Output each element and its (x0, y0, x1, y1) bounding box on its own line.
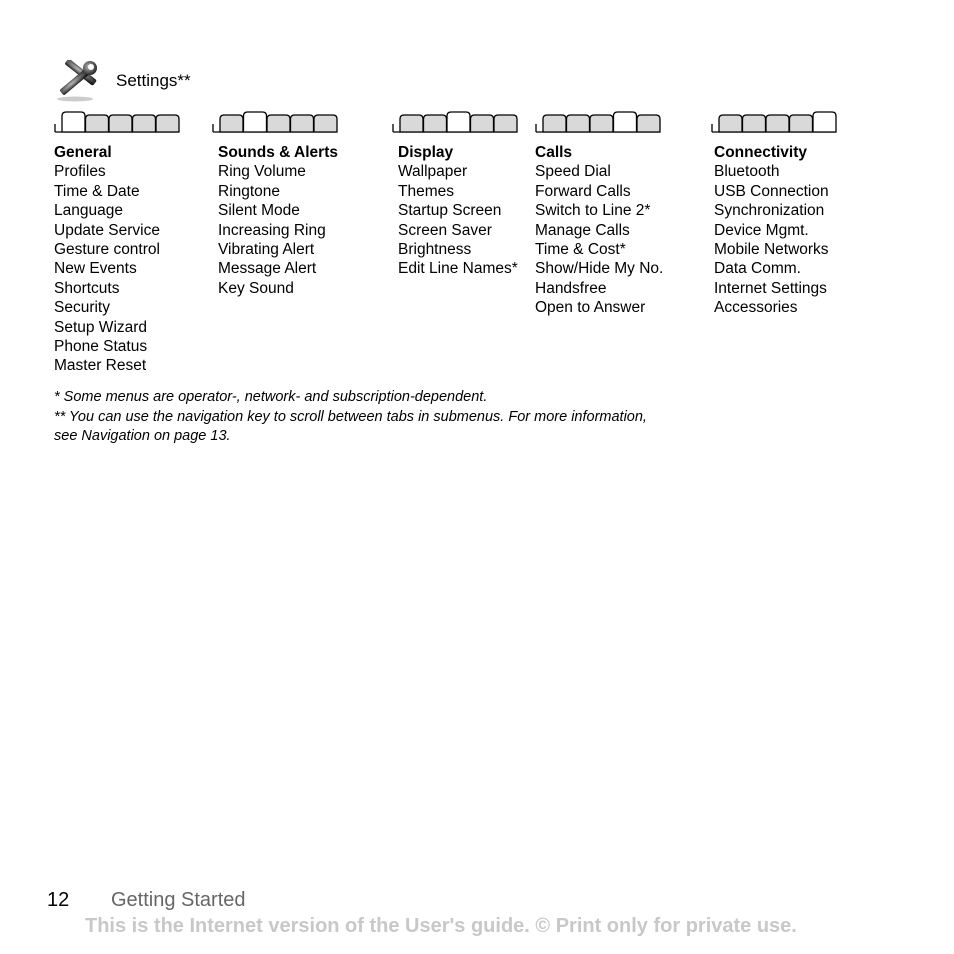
menu-item: Message Alert (218, 260, 317, 278)
tab (494, 115, 517, 132)
menu-item: Manage Calls (535, 221, 630, 239)
menu-item: Gesture control (54, 241, 160, 259)
column-heading: Connectivity (714, 144, 808, 161)
menu-list (54, 162, 180, 375)
tab (424, 115, 447, 132)
tab-active (447, 112, 470, 132)
tab (109, 115, 132, 132)
tab (590, 115, 613, 132)
column-connectivity (711, 110, 837, 318)
settings-tools-icon (52, 60, 98, 102)
footnote-navigation-line2: see Navigation on page 13. (54, 428, 231, 444)
footnote-operator: * Some menus are operator-, network- and subscription-dependent. (54, 389, 488, 405)
page-number: 12 (47, 889, 70, 911)
menu-item: Time & Cost* (535, 241, 626, 259)
tab (471, 115, 494, 132)
menu-item: Time & Date (54, 182, 140, 200)
tab (220, 115, 243, 132)
menu-item: Open to Answer (535, 299, 646, 317)
menu-item: Ringtone (218, 182, 281, 200)
menu-item: Phone Status (54, 338, 148, 356)
column-heading: Sounds & Alerts (218, 144, 338, 161)
menu-item: Speed Dial (535, 163, 611, 181)
menu-item: Shortcuts (54, 279, 120, 297)
tab-active (813, 112, 836, 132)
menu-item: Screen Saver (398, 221, 492, 239)
menu-item: New Events (54, 260, 137, 278)
settings-title: Settings** (116, 71, 191, 90)
menu-item: Startup Screen (398, 202, 502, 220)
menu-item: Profiles (54, 163, 106, 181)
column-calls (535, 110, 663, 318)
tab (314, 115, 337, 132)
menu-list (711, 162, 837, 317)
menu-item: Key Sound (218, 279, 294, 297)
menu-item: Setup Wizard (54, 318, 148, 336)
tab (400, 115, 423, 132)
menu-item: Master Reset (54, 357, 147, 375)
footnote-navigation-line1: ** You can use the navigation key to scroll between tabs in submenus. For more information, (54, 408, 647, 425)
column-heading: Display (398, 144, 454, 161)
tab (267, 115, 290, 132)
tab-strip-icon (392, 110, 518, 136)
column-display (392, 110, 518, 279)
tab-strip-icon (711, 110, 837, 136)
menu-item: Accessories (714, 299, 798, 317)
menu-item: Update Service (54, 221, 160, 239)
menu-item: Edit Line Names* (398, 260, 518, 278)
menu-item: Language (54, 202, 123, 220)
column-sounds-alerts (212, 110, 338, 298)
menu-item: USB Connection (714, 182, 829, 200)
menu-item: Synchronization (714, 202, 825, 220)
tab-active (244, 112, 267, 132)
tab (291, 115, 314, 132)
menu-item: Bluetooth (714, 163, 780, 181)
tab (743, 115, 766, 132)
tab (133, 115, 156, 132)
menu-item: Increasing Ring (218, 221, 326, 239)
tab (766, 115, 789, 132)
menu-list (392, 162, 518, 278)
menu-item: Device Mgmt. (714, 221, 809, 239)
tab (719, 115, 742, 132)
tab-strip-icon (212, 110, 338, 136)
menu-item: Silent Mode (218, 202, 300, 220)
menu-item: Security (54, 299, 110, 317)
menu-item: Forward Calls (535, 182, 631, 200)
section-title: Getting Started (111, 889, 246, 911)
menu-item: Vibrating Alert (218, 241, 315, 259)
tab (790, 115, 813, 132)
column-heading: Calls (535, 144, 573, 161)
menu-item: Ring Volume (218, 163, 306, 181)
menu-list (535, 162, 663, 317)
tab (156, 115, 179, 132)
watermark: This is the Internet version of the User's guide. © Print only for private use. (85, 915, 797, 937)
menu-item: Mobile Networks (714, 241, 829, 259)
tab-strip-icon (535, 110, 661, 136)
menu-item: Themes (398, 182, 454, 200)
column-general (54, 110, 180, 376)
tab (637, 115, 660, 132)
tab-strip-icon (54, 110, 180, 136)
tab (567, 115, 590, 132)
tab (543, 115, 566, 132)
menu-item: Internet Settings (714, 279, 827, 297)
menu-item: Switch to Line 2* (535, 202, 651, 220)
tab (86, 115, 109, 132)
menu-item: Wallpaper (398, 163, 468, 181)
tab-active (614, 112, 637, 132)
footnotes (54, 388, 647, 447)
menu-item: Brightness (398, 241, 472, 259)
menu-item: Show/Hide My No. (535, 260, 664, 278)
column-heading: General (54, 144, 112, 161)
menu-list (212, 162, 338, 298)
tab-active (62, 112, 85, 132)
menu-item: Handsfree (535, 279, 607, 297)
menu-item: Data Comm. (714, 260, 801, 278)
